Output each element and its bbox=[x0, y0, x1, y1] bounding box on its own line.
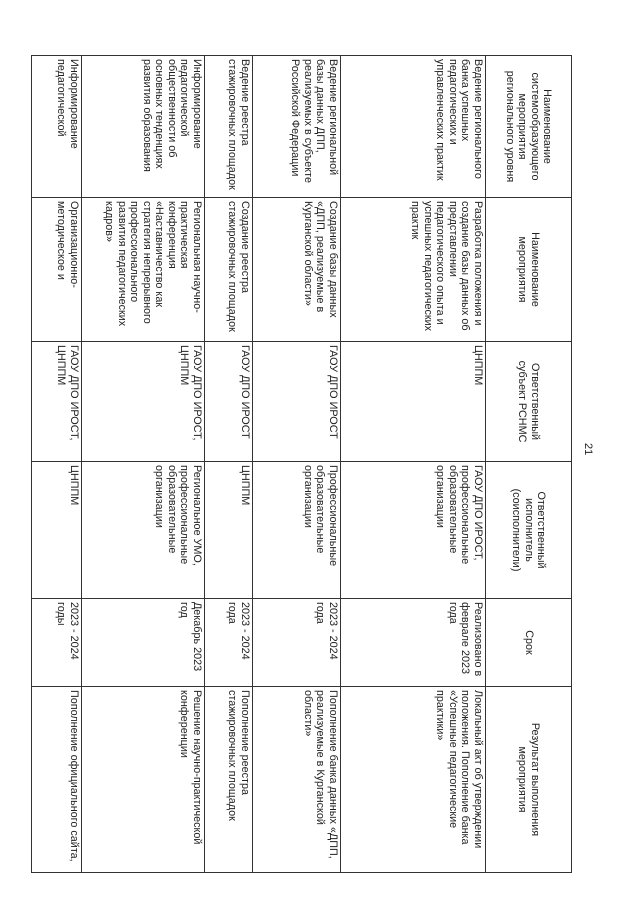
table-cell: 2023 - 2024 года bbox=[253, 599, 341, 687]
activities-table bbox=[31, 55, 572, 873]
table-cell: Региональная научно-практическая конференция «Наставничество как стратегия непрерывного профессионального развития педагогических кадров» bbox=[82, 198, 205, 342]
table-cell: Организационно-методическое и bbox=[32, 198, 82, 342]
table-cell: Ведение регионального банка успешных педагогических и управленческих практик bbox=[341, 56, 486, 198]
header-cell: Наименование системообразующего мероприятия регионального уровня bbox=[486, 56, 572, 198]
header-cell: Наименование мероприятия bbox=[486, 198, 572, 342]
table-cell: Информирование педагогической bbox=[32, 56, 82, 198]
table-row bbox=[32, 56, 82, 873]
table-cell: ЦНППМ bbox=[341, 342, 486, 462]
table-cell: ЦНППМ bbox=[32, 462, 82, 599]
table-cell: Информирование педагогической общественности об основных тенденциях развития образования bbox=[82, 56, 205, 198]
table-cell: ГАОУ ДПО ИРОСТ bbox=[253, 342, 341, 462]
table-cell: Реализовано в феврале 2023 года bbox=[341, 599, 486, 687]
table-cell: Региональное УМО, профессиональные образовательные организации bbox=[82, 462, 205, 599]
header-cell: Срок bbox=[486, 599, 572, 687]
table-cell: Пополнение банка данных «ДПП, реализуемые в Курганской области» bbox=[253, 687, 341, 873]
table-cell: Разработка положения и создание базы данных об представлении педагогического опыта и успешных педагогических практик bbox=[341, 198, 486, 342]
rotated-content bbox=[55, 55, 600, 872]
table-cell: ЦНППМ bbox=[205, 462, 253, 599]
table-cell: ГАОУ ДПО ИРОСТ, профессиональные образовательные организации bbox=[341, 462, 486, 599]
table-row bbox=[341, 56, 486, 873]
table-cell: 2023 - 2024 года bbox=[205, 599, 253, 687]
table-cell: Решение научно-практической конференции bbox=[82, 687, 205, 873]
table-row bbox=[205, 56, 253, 873]
table-cell: Ведение региональной базы данных ДПП, реализуемых в субъекте Российской Федерации bbox=[253, 56, 341, 198]
table-header-row bbox=[486, 56, 572, 873]
table-cell: 2023 - 2024 годы bbox=[32, 599, 82, 687]
table-cell: Пополнение реестра стажировочных площадок bbox=[205, 687, 253, 873]
table-cell: Пополнение официального сайта, bbox=[32, 687, 82, 873]
header-cell: Результат выполнения мероприятия bbox=[486, 687, 572, 873]
page-number: 21 bbox=[582, 443, 594, 456]
table-cell: Ведение реестра стажировочных площадок bbox=[205, 56, 253, 198]
table-cell: ГАОУ ДПО ИРОСТ bbox=[205, 342, 253, 462]
table-cell: ГАОУ ДПО ИРОСТ, ЦНППМ bbox=[32, 342, 82, 462]
table-cell: Создание реестра стажировочных площадок bbox=[205, 198, 253, 342]
table-cell: Профессиональные образовательные организации bbox=[253, 462, 341, 599]
table-row bbox=[82, 56, 205, 873]
table-cell: Локальный акт об утверждении положения. Пополнение банка «Успешные педагогические практики» bbox=[341, 687, 486, 873]
table-cell: ГАОУ ДПО ИРОСТ, ЦНППМ bbox=[82, 342, 205, 462]
header-cell: Ответственный субъект РСНМС bbox=[486, 342, 572, 462]
table-row bbox=[253, 56, 341, 873]
table-cell: Создание базы данных «ДПП, реализуемые в Курганской области» bbox=[253, 198, 341, 342]
table-cell: Декабрь 2023 год bbox=[82, 599, 205, 687]
header-cell: Ответственный исполнитель (соисполнители) bbox=[486, 462, 572, 599]
